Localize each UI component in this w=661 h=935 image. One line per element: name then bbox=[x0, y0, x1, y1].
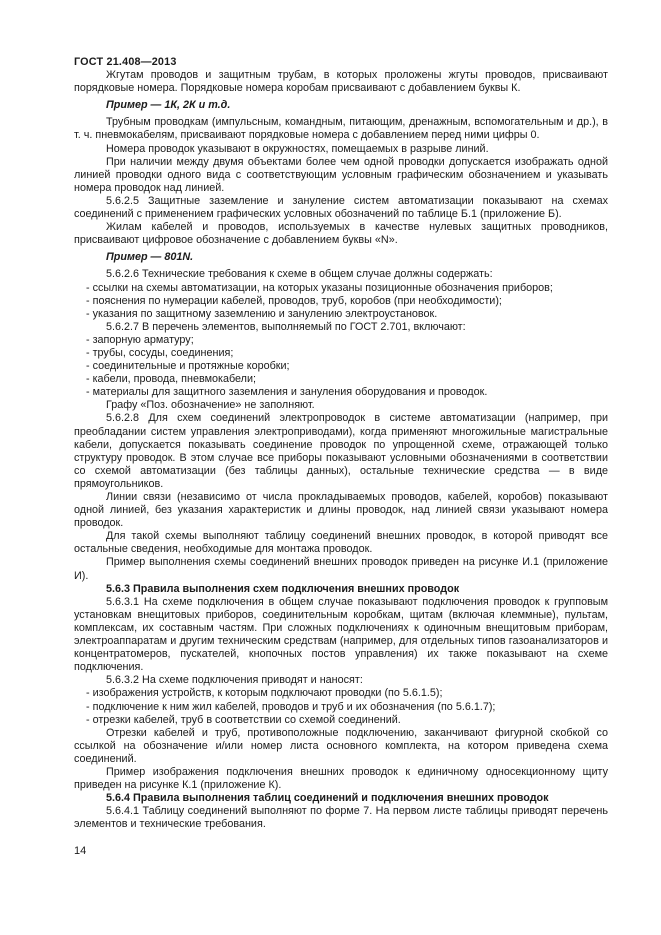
paragraph: 5.6.2.6 Технические требования к схеме в общем случае должны содержать: bbox=[106, 268, 493, 281]
list-item: - кабели, провода, пневмокабели; bbox=[86, 373, 257, 386]
paragraph: Графу «Поз. обозначение» не заполняют. bbox=[106, 399, 315, 412]
page-number: 14 bbox=[74, 845, 87, 857]
document-body bbox=[74, 69, 608, 831]
paragraph: Пример выполнения схемы соединений внешних проводок приведен на рисунке И.1 (приложение И). bbox=[74, 556, 608, 582]
list-item: - отрезки кабелей, труб в соответствии со схемой соединений. bbox=[86, 713, 401, 726]
list-item: - ссылки на схемы автоматизации, на которых указаны позиционные обозначения приборов; bbox=[86, 281, 553, 294]
list-item: - подключение к ним жил кабелей, проводов и труб и их обозначения (по 5.6.1.7); bbox=[86, 700, 496, 713]
paragraph: 5.6.2.7 В перечень элементов, выполняемый по ГОСТ 2.701, включают: bbox=[106, 320, 466, 333]
example-paragraph: Пример — 801N. bbox=[106, 251, 194, 264]
section-heading: 5.6.4 Правила выполнения таблиц соединений и подключения внешних проводок bbox=[106, 792, 549, 805]
section-heading: 5.6.3 Правила выполнения схем подключения внешних проводок bbox=[106, 582, 460, 595]
paragraph: Для такой схемы выполняют таблицу соединений внешних проводок, в которой приводят все остальные сведения, необходимые для монтажа проводок. bbox=[74, 530, 608, 556]
example-paragraph: Пример — 1К, 2К и т.д. bbox=[106, 99, 231, 112]
document-header: ГОСТ 21.408—2013 bbox=[74, 56, 177, 68]
paragraph: Линии связи (независимо от числа прокладываемых проводов, кабелей, коробов) показывают одной линией, без указания характеристик и длины проводок, над линией связи указывают номера проводок. bbox=[74, 491, 608, 530]
document-content bbox=[74, 56, 608, 831]
list-item: - изображения устройств, к которым подключают проводки (по 5.6.1.5); bbox=[86, 687, 443, 700]
paragraph: При наличии между двумя объектами более чем одной проводки допускается изображать одной линией проводки одного вида с соответствующим условным графическим обозначением и указывать номера проводок над линией. bbox=[74, 155, 608, 194]
list-item: - трубы, сосуды, соединения; bbox=[86, 346, 234, 359]
list-item: - указания по защитному заземлению и занулению электроустановок. bbox=[86, 307, 438, 320]
paragraph: Жилам кабелей и проводов, используемых в качестве нулевых защитных проводников, присваивают цифровое обозначение с добавлением буквы «N». bbox=[74, 221, 608, 247]
paragraph: Жгутам проводов и защитным трубам, в которых проложены жгуты проводов, присваивают порядковые номера. Порядковые номера коробам присваивают с добавлением буквы К. bbox=[74, 69, 608, 95]
paragraph: Отрезки кабелей и труб, противоположные подключению, заканчивают фигурной скобкой со ссылкой на обозначение и/или номер листа основного комплекта, на котором приведена схема соединений. bbox=[74, 726, 608, 765]
paragraph: 5.6.3.1 На схеме подключения в общем случае показывают подключения проводок к групповым установкам внещитовых приборов, соединительным коробкам, щитам (включая клеммные), пультам, комплексам, их составным частям. При сложных подключениях к одиночным внещитовым приборам, электроаппаратам и другим техническим средствам (например, для отдельных типов газоанализаторов и концентратомеров, пускателей, кнопочных постов управления) их также показывают на схеме подключения. bbox=[74, 595, 608, 674]
list-item: - пояснения по нумерации кабелей, проводов, труб, коробов (при необходимости); bbox=[86, 294, 502, 307]
paragraph: Трубным проводкам (импульсным, командным, питающим, дренажным, вспомогательным и др.), в т. ч. пневмокабелям, присваивают порядковые номера с добавлением перед ними цифры 0. bbox=[74, 116, 608, 142]
paragraph: 5.6.3.2 На схеме подключения приводят и наносят: bbox=[106, 674, 363, 687]
paragraph: 5.6.2.5 Защитные заземление и зануление систем автоматизации показывают на схемах соединений с применением графических условных обозначений по таблице Б.1 (приложение Б). bbox=[74, 194, 608, 221]
paragraph: 5.6.4.1 Таблицу соединений выполняют по форме 7. На первом листе таблицы приводят перечень элементов и технические требования. bbox=[74, 805, 608, 831]
list-item: - соединительные и протяжные коробки; bbox=[86, 360, 290, 373]
paragraph: 5.6.2.8 Для схем соединений электропроводок в системе автоматизации (например, при преобладании систем управления электроприводами), когда применяют многожильные магистральные кабели, допускается показывать соединение проводок по упрощенной схеме, отражающей только структуру проводок. В этом случае все приборы показывают условными обозначениями в соответствии со схемой автоматизации (без таблицы данных), остальные технические средства — в виде прямоугольников. bbox=[74, 412, 608, 490]
paragraph: Пример изображения подключения внешних проводок к единичному односекционному щиту приведен на рисунке К.1 (приложение К). bbox=[74, 765, 608, 792]
list-item: - материалы для защитного заземления и зануления оборудования и проводок. bbox=[86, 386, 488, 399]
list-item: - запорную арматуру; bbox=[86, 333, 194, 346]
paragraph: Номера проводок указывают в окружностях, помещаемых в разрыве линий. bbox=[106, 142, 489, 155]
